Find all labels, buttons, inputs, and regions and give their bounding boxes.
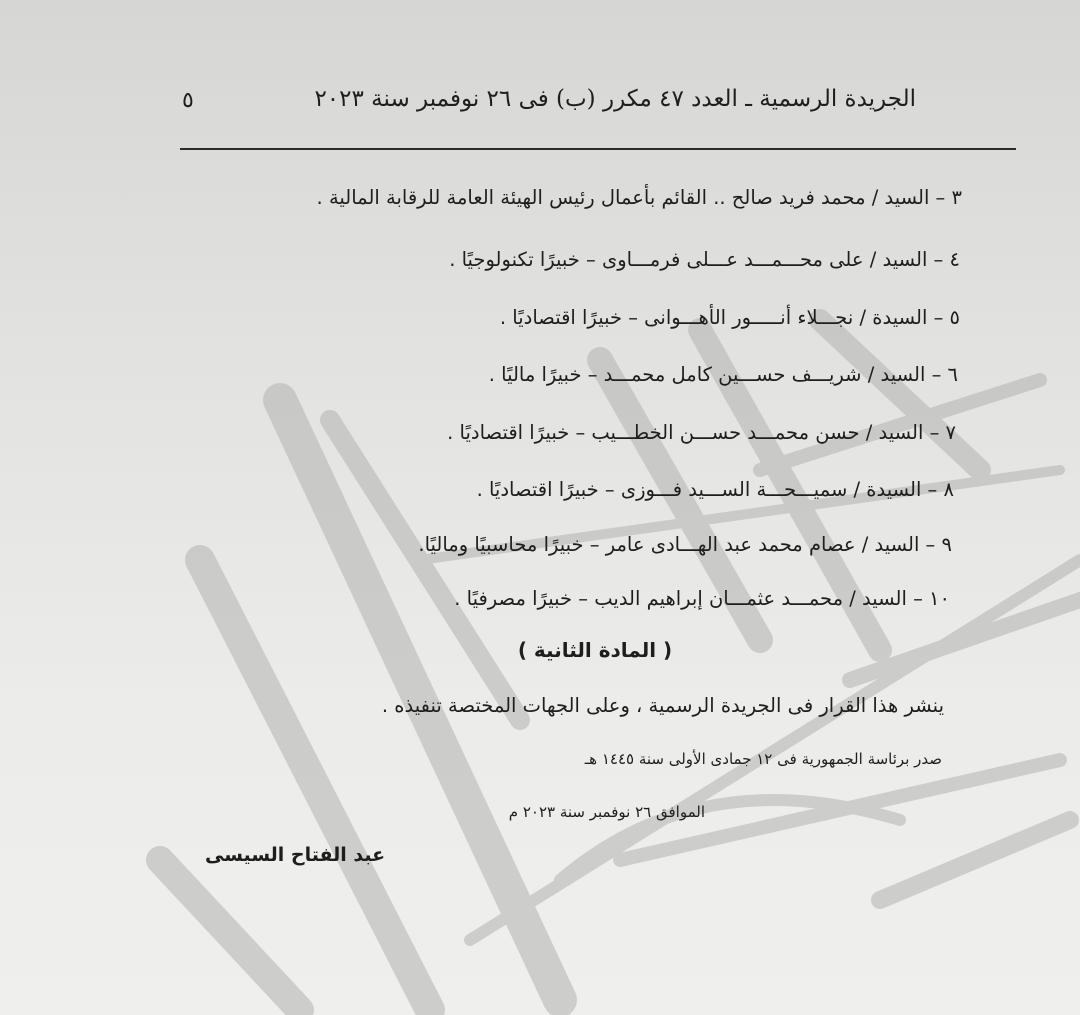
member-line-6: ٦ – السيد / شريـــف حســـين كامل محمـــد – خبيرًا ماليًا . [488, 363, 958, 386]
member-line-5: ٥ – السيدة / نجـــلاء أنـــــور الأهـــوانى – خبيرًا اقتصاديًا . [499, 306, 960, 329]
gazette-title: الجريدة الرسمية ـ العدد ٤٧ مكرر (ب) فى ٢٦ نوفمبر سنة ٢٠٢٣ [314, 86, 916, 112]
member-line-9: ٩ – السيد / عصام محمد عبد الهـــادى عامر – خبيرًا محاسبيًا وماليًا. [418, 533, 952, 556]
signature-name: عبد الفتاح السيسى [205, 844, 386, 866]
member-line-7: ٧ – السيد / حسن محمـــد حســـن الخطـــيب – خبيرًا اقتصاديًا . [447, 421, 956, 444]
member-line-3: ٣ – السيد / محمد فريد صالح .. القائم بأعمال رئيس الهيئة العامة للرقابة المالية . [316, 186, 962, 209]
issued-date-gregorian: الموافق ٢٦ نوفمبر سنة ٢٠٢٣ م [508, 803, 705, 821]
page-number: ٥ [182, 88, 194, 113]
header-divider [180, 148, 1016, 150]
article-text: ينشر هذا القرار فى الجريدة الرسمية ، وعلى الجهات المختصة تنفيذه . [381, 694, 944, 717]
page-header [180, 86, 916, 126]
issued-date-hijri: صدر برئاسة الجمهورية فى ١٢ جمادى الأولى سنة ١٤٤٥ هـ [584, 750, 942, 768]
article-heading: ( المادة الثانية ) [517, 638, 673, 662]
member-line-4: ٤ – السيد / على محـــمـــد عـــلى فرمـــاوى – خبيرًا تكنولوجيًا . [449, 248, 960, 271]
member-line-10: ١٠ – السيد / محمـــد عثمـــان إبراهيم الديب – خبيرًا مصرفيًا . [454, 587, 950, 610]
member-line-8: ٨ – السيدة / سميـــحـــة الســـيد فـــوزى – خبيرًا اقتصاديًا . [476, 478, 954, 501]
